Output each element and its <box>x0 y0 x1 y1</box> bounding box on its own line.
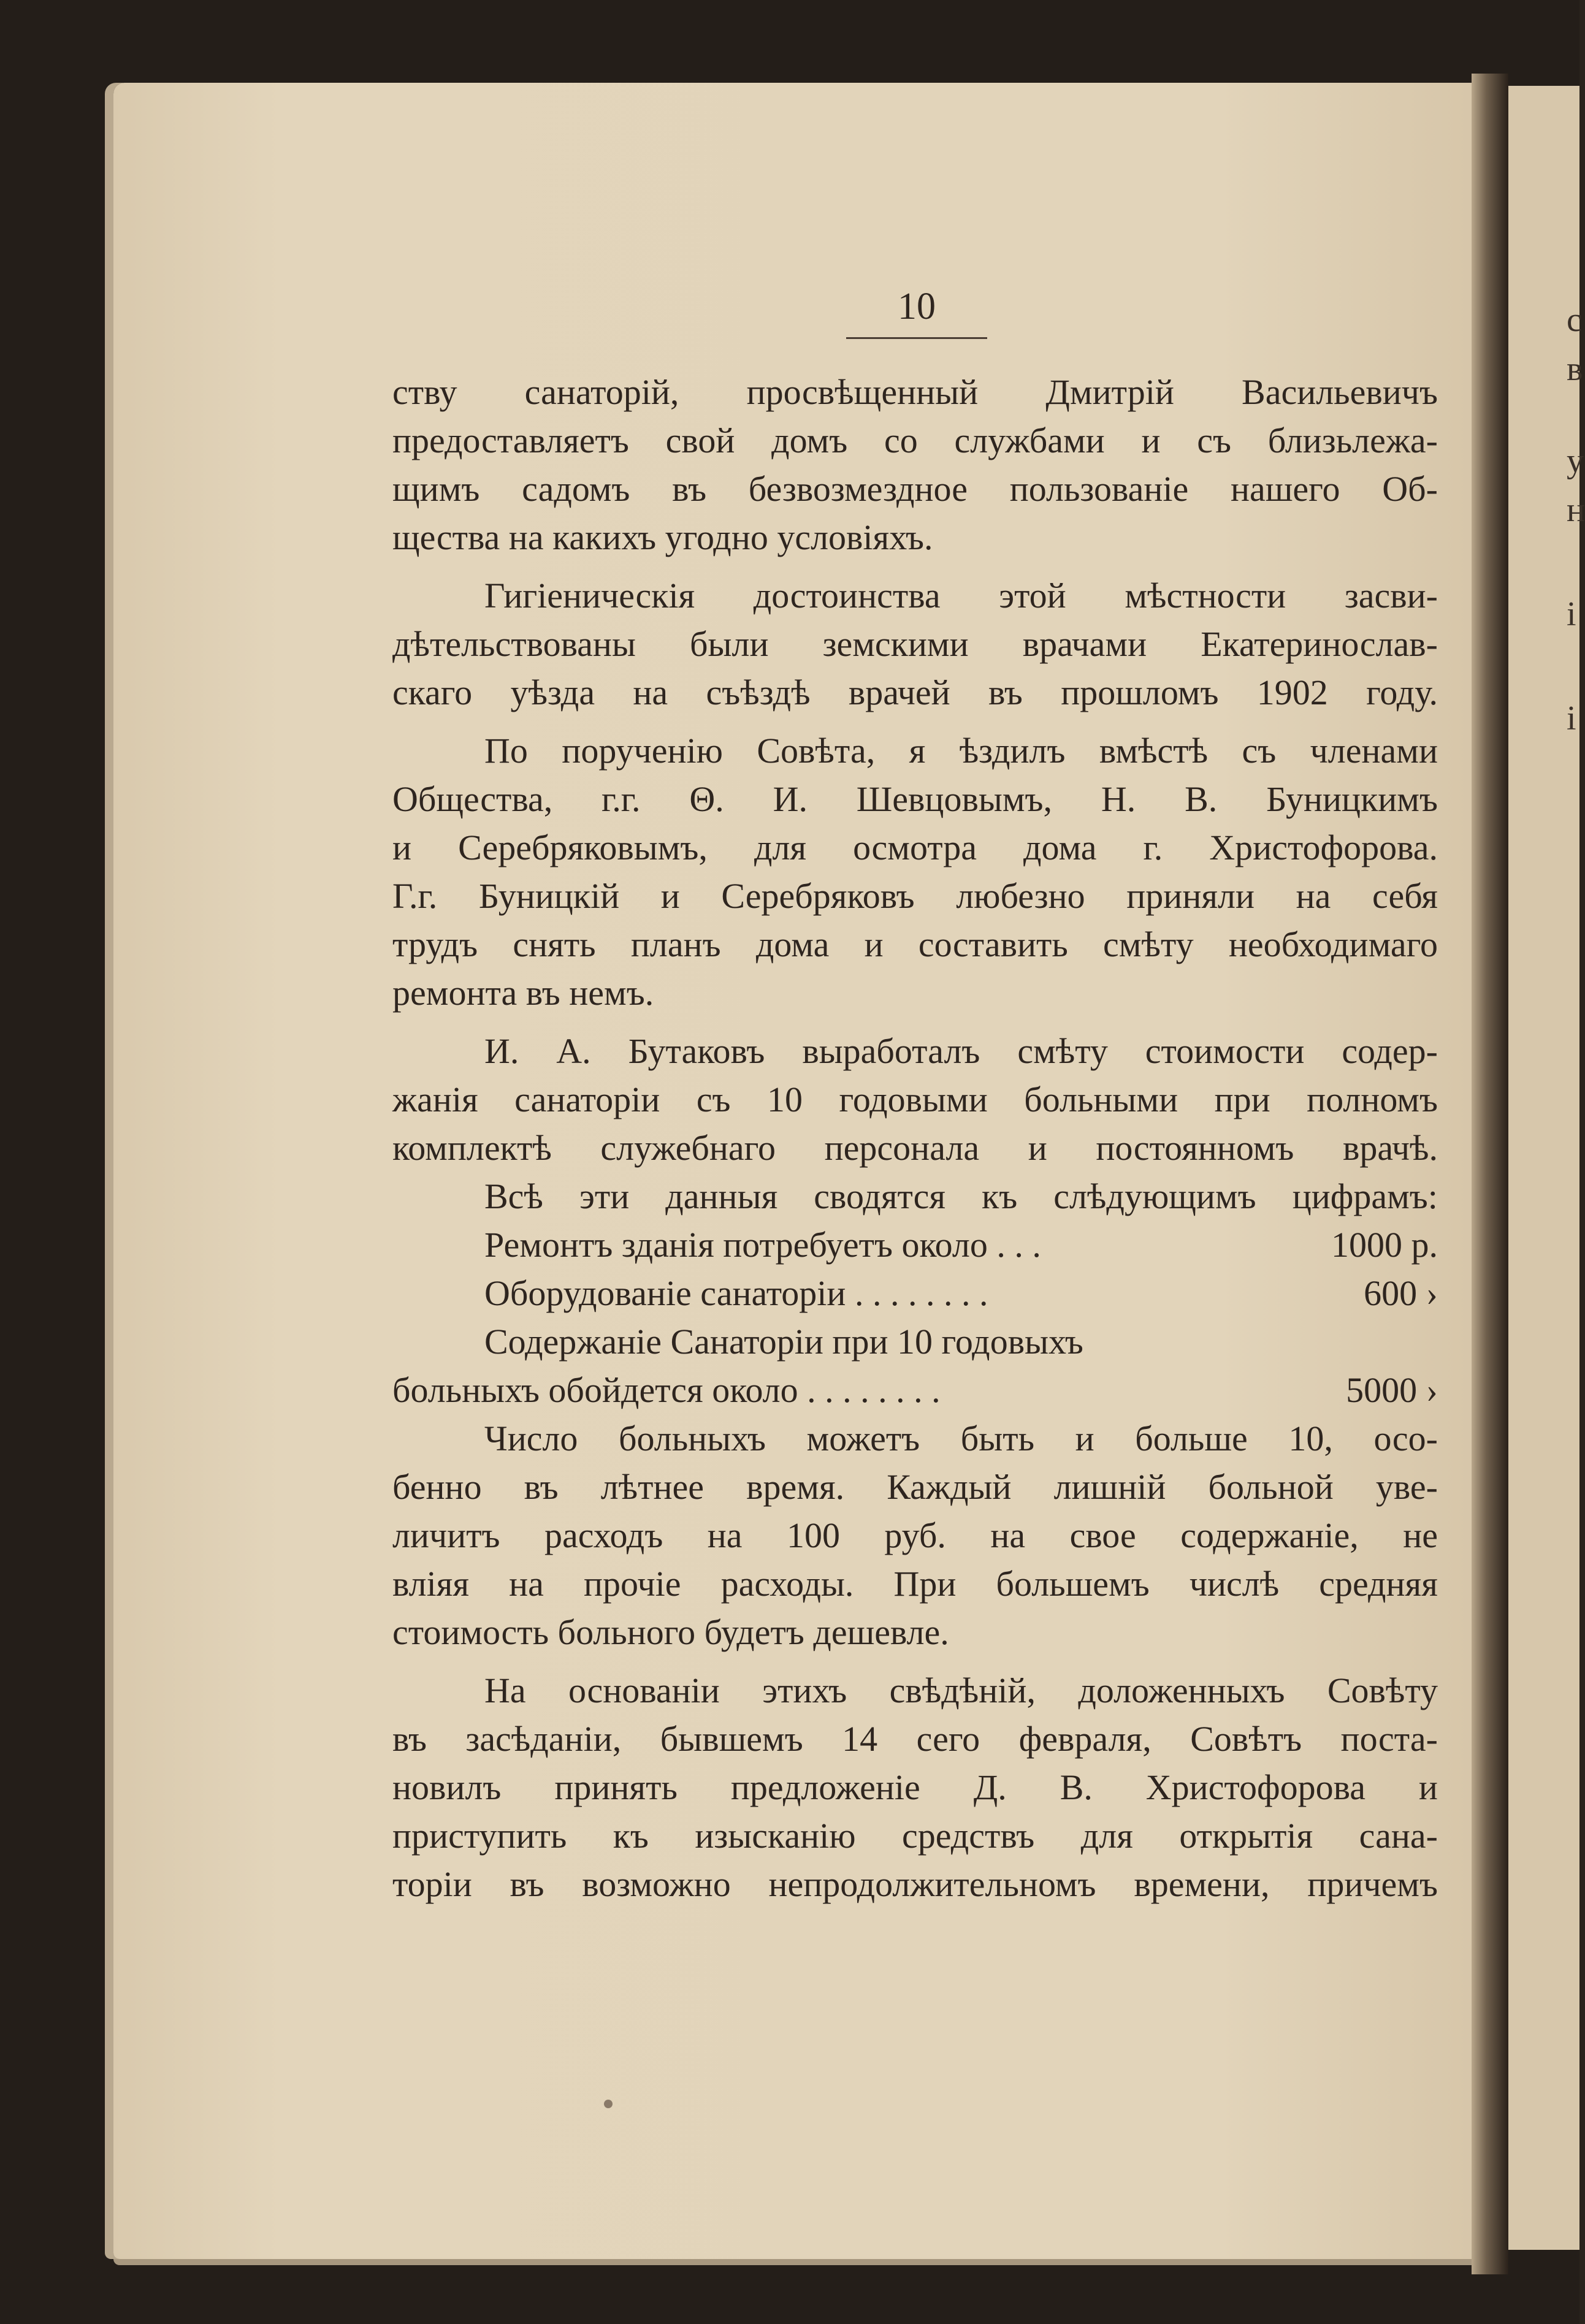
text-line: дѣтельствованы были земскими врачами Екатеринослав- <box>392 624 1438 664</box>
cost-amount: 600 › <box>1364 1273 1438 1313</box>
cost-amount: 1000 р. <box>1331 1225 1438 1265</box>
cost-label: больныхъ обойдется около . . . . . . . . <box>392 1370 941 1410</box>
text-line: щества на какихъ угодно условіяхъ. <box>392 517 933 557</box>
text-line: Г.г. Буницкій и Серебряковъ любезно приняли на себя <box>392 876 1438 916</box>
paragraph-gap <box>392 1017 1438 1027</box>
text-line: бенно въ лѣтнее время. Каждый лишній больной уве- <box>392 1467 1438 1507</box>
text-line: комплектѣ служебнаго персонала и постоянномъ врачѣ. <box>392 1128 1438 1168</box>
book-gutter <box>1472 74 1508 2274</box>
text-line: Число больныхъ можетъ быть и больше 10, осо- <box>484 1419 1438 1458</box>
text-line: новилъ принять предложеніе Д. В. Христофорова и <box>392 1767 1438 1807</box>
next-page-glyph: і <box>1567 699 1576 737</box>
text-line: Всѣ эти данныя сводятся къ слѣдующимъ цифрамъ: <box>484 1176 1438 1216</box>
paragraph-gap <box>392 562 1438 571</box>
text-line: По порученію Совѣта, я ѣздилъ вмѣстѣ съ членами <box>484 731 1438 771</box>
next-page-glyph: с <box>1567 301 1582 339</box>
text-line: вліяя на прочіе расходы. При большемъ числѣ средняя <box>392 1564 1438 1604</box>
page-number: 10 <box>846 285 987 339</box>
text-line: И. А. Бутаковъ выработалъ смѣту стоимости содер- <box>484 1031 1438 1071</box>
next-page-glyph: і <box>1567 595 1576 633</box>
next-page-glyph: у <box>1567 442 1584 480</box>
cost-row <box>392 1269 1438 1317</box>
paragraph-gap <box>392 1656 1438 1666</box>
cost-row <box>392 1366 1438 1414</box>
text-line: жанія санаторіи съ 10 годовыми больными при полномъ <box>392 1080 1438 1119</box>
text-line: ству санаторій, просвѣщенный Дмитрій Васильевичъ <box>392 372 1438 412</box>
text-line: На основаніи этихъ свѣдѣній, доложенныхъ Совѣту <box>484 1671 1438 1710</box>
cost-amount <box>1297 1317 1438 1366</box>
text-line: предоставляетъ свой домъ со службами и съ близьлежа- <box>392 421 1438 460</box>
next-page-glyph: в <box>1567 350 1583 388</box>
cost-label: Ремонтъ зданія потребуетъ около . . . <box>484 1225 1041 1265</box>
text-line: Гигіеническія достоинства этой мѣстности засви- <box>484 576 1438 615</box>
cost-amount: 5000 › <box>1346 1370 1438 1410</box>
text-line: въ засѣданіи, бывшемъ 14 сего февраля, Совѣтъ поста- <box>392 1719 1438 1759</box>
text-line: и Серебряковымъ, для осмотра дома г. Христофорова. <box>392 828 1438 867</box>
text-line: приступить къ изысканію средствъ для открытія сана- <box>392 1816 1438 1856</box>
cost-label: Оборудованіе санаторіи . . . . . . . . <box>484 1273 988 1313</box>
cost-row <box>392 1221 1438 1269</box>
next-page-edge <box>1508 86 1585 2250</box>
text-line: стоимость больного будетъ дешевле. <box>392 1612 949 1652</box>
text-line: торіи въ возможно непродолжительномъ времени, причемъ <box>392 1864 1438 1904</box>
text-line: щимъ садомъ въ безвозмездное пользованіе нашего Об- <box>392 469 1438 509</box>
text-line: трудъ снять планъ дома и составить смѣту необходимаго <box>392 924 1438 964</box>
next-page-glyph: н <box>1567 491 1585 529</box>
paragraph-gap <box>392 717 1438 726</box>
text-line: ремонта въ немъ. <box>392 973 654 1013</box>
text-line: личитъ расходъ на 100 руб. на свое содержаніе, не <box>392 1515 1438 1555</box>
cost-row <box>392 1317 1438 1366</box>
cost-label: Содержаніе Санаторіи при 10 годовыхъ <box>484 1322 1083 1362</box>
body-text <box>392 368 1438 1908</box>
text-line: Общества, г.г. Θ. И. Шевцовымъ, Н. В. Буницкимъ <box>392 779 1438 819</box>
paper-spot <box>604 2100 613 2108</box>
text-line: скаго уѣзда на съѣздѣ врачей въ прошломъ 1902 году. <box>392 672 1438 712</box>
